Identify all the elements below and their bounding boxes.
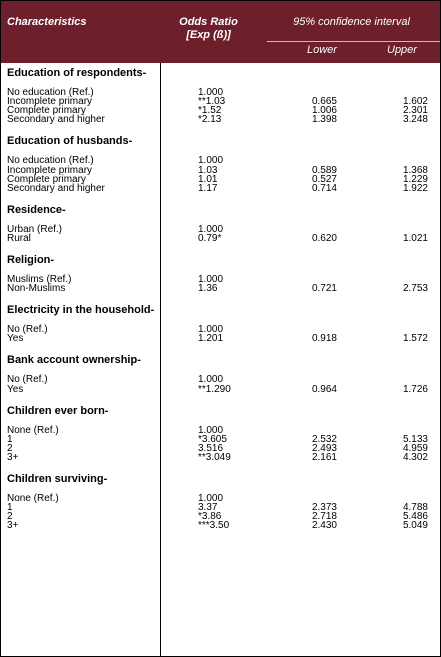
row-odds-ratio: 1.000 [198,424,224,436]
row-label: Incomplete primary [7,96,93,108]
row-label: No (Ref.) [7,374,48,386]
row-odds-ratio: **3.049 [198,451,231,463]
row-ci-lower: 0.714 [311,182,337,194]
row-odds-ratio: 1.000 [198,274,224,285]
row-ci-upper: 2.753 [402,283,428,295]
row-ci-lower: 2.718 [311,511,337,523]
row-odds-ratio: 3.37 [198,502,218,514]
row-odds-ratio: 0.79* [198,232,222,244]
row-odds-ratio: *2.13 [198,114,222,126]
section-title: Residence- [7,203,66,216]
row-odds-ratio: 1.000 [198,324,224,336]
row-label: Yes [7,333,24,345]
row-label: None (Ref.) [7,424,59,436]
row-odds-ratio: **1.290 [198,383,231,395]
row-odds-ratio: 1.201 [198,333,224,345]
table-row [1,521,440,531]
row-ci-lower: 2.430 [311,520,337,532]
row-ci-upper: 1.021 [402,232,428,244]
row-label: Secondary and higher [7,114,105,126]
row-ci-upper: 4.959 [402,442,428,454]
row-ci-upper: 1.726 [402,383,428,395]
row-ci-upper: 5.133 [402,433,428,445]
table-row [1,115,440,125]
row-ci-upper: 1.368 [402,164,428,176]
row-odds-ratio: *3.86 [198,511,222,523]
header-odds-ratio-line2: [Exp (ß)] [186,29,231,41]
row-odds-ratio: *1.52 [198,105,222,117]
section-title: Education of respondents- [7,67,147,79]
table-row [1,234,440,244]
header-upper: Upper [387,44,417,56]
row-label: 1 [7,433,13,445]
table-row [1,453,440,463]
row-odds-ratio: 1.000 [198,223,224,235]
row-odds-ratio: *3.605 [198,433,227,445]
row-ci-lower: 2.373 [311,502,337,514]
row-label: No (Ref.) [7,324,48,336]
row-label: Yes [7,383,24,395]
row-ci-lower: 0.527 [311,173,337,185]
row-label: Complete primary [7,105,86,117]
row-ci-lower: 0.721 [311,283,337,295]
header-lower: Lower [307,44,337,56]
row-ci-upper: 5.486 [402,511,428,523]
row-ci-upper: 2.301 [402,105,428,117]
header-odds-ratio-line1: Odds Ratio [179,16,238,28]
header-characteristics: Characteristics [7,16,87,28]
row-ci-upper: 1.922 [402,182,428,194]
row-ci-upper: 1.602 [402,96,428,108]
row-odds-ratio: 1.000 [198,374,224,386]
table-row [1,184,440,194]
section-title: Children ever born- [7,404,109,417]
row-ci-upper: 1.572 [402,333,428,345]
table-row [1,284,440,294]
row-ci-lower: 0.665 [311,96,337,108]
row-odds-ratio: 1.17 [198,182,218,194]
row-ci-lower: 2.493 [311,442,337,454]
row-ci-lower: 0.964 [311,383,337,395]
row-ci-lower: 0.918 [311,333,337,345]
row-odds-ratio: 3.516 [198,442,224,454]
row-label: Rural [7,232,31,244]
column-divider [160,63,161,656]
row-ci-lower: 0.589 [311,164,337,176]
row-ci-lower: 2.161 [311,451,337,463]
row-label: Complete primary [7,173,86,185]
row-odds-ratio: ***3.50 [198,520,230,532]
row-label: Incomplete primary [7,164,93,176]
row-ci-upper: 1.229 [402,173,428,185]
section-title: Children surviving- [7,473,108,485]
table-row [1,334,440,344]
row-ci-lower: 1.398 [311,114,337,126]
row-odds-ratio: 1.01 [198,173,218,185]
row-ci-lower: 2.532 [311,433,337,445]
row-odds-ratio: 1.000 [198,87,224,98]
row-label: 3+ [7,520,19,532]
row-label: Urban (Ref.) [7,223,63,235]
row-odds-ratio: 1.000 [198,155,224,167]
row-label: 3+ [7,451,19,463]
row-label: Muslims (Ref.) [7,274,72,285]
header-odds-ratio [161,16,256,42]
row-label: 2 [7,511,13,523]
row-label: Secondary and higher [7,182,105,194]
row-odds-ratio: 1.000 [198,493,224,504]
row-label: No education (Ref.) [7,155,94,167]
row-label: Non-Muslims [7,283,66,295]
row-ci-upper: 4.302 [402,451,428,463]
row-label: None (Ref.) [7,493,59,504]
section-title: Electricity in the household- [7,304,155,317]
row-ci-lower: 1.006 [311,105,337,117]
table-header [1,1,440,63]
row-odds-ratio: 1.36 [198,283,218,295]
section-title: Bank account ownership- [7,354,141,367]
row-odds-ratio: **1.03 [198,96,226,108]
row-label: No education (Ref.) [7,87,94,98]
table-row [1,385,440,395]
row-odds-ratio: 1.03 [198,164,218,176]
row-ci-upper: 5.049 [402,520,428,532]
row-label: 1 [7,502,13,514]
header-divider [267,41,440,42]
row-ci-upper: 3.248 [402,114,428,126]
section-title: Education of husbands- [7,135,133,148]
row-ci-lower: 0.620 [311,232,337,244]
section-title: Religion- [7,254,55,266]
row-label: 2 [7,442,13,454]
row-ci-upper: 4.788 [402,502,428,514]
header-confidence-interval: 95% confidence interval [293,16,410,28]
